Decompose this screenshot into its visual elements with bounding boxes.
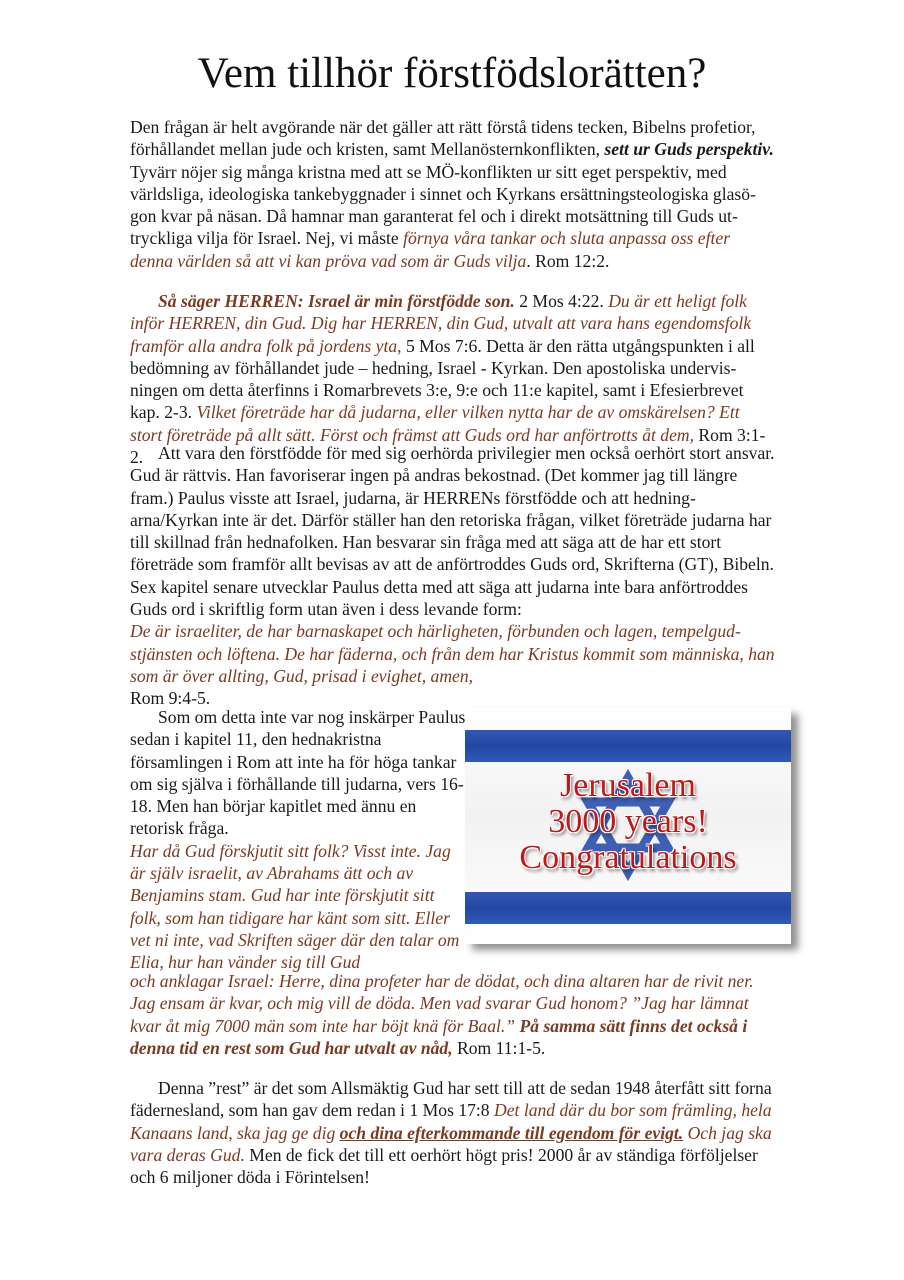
paragraph-privileges (130, 442, 776, 710)
image-caption-line3: Congratulations (519, 839, 737, 876)
paragraph-remnant-quote (130, 970, 776, 1059)
reference: 2 Mos 4:22. (514, 291, 609, 311)
quote-underlined: och dina efterkommande till egendom för evigt. (339, 1122, 684, 1143)
text: 5 Mos 7:6. Detta är den rätta utgångspunkten i all bedömning av förhållandet jude – hedning, Israel - Kyrkan. Den apostoliska undervisningen om detta återfinns i Romarbrevets 3:e, 9:e och 11:e kapitel, samt i Efesierbrevet kap. 2-3. (130, 335, 755, 423)
text: Denna ”rest” är det som Allsmäktig Gud har sett till att de sedan 1948 återfått sitt forna fädernesland, som han gav dem redan i 1 Mos 17:8 (130, 1078, 772, 1121)
quote-bold: Så säger HERREN: Israel är min förstfödde son. (158, 291, 515, 311)
text: Den frågan är helt avgörande när det gäller att rätt förstå tidens tecken, Bibelns profetior, förhållandet mellan jude och kristen, samt Mellanösternkonflikten, (130, 117, 756, 160)
quote: De är israeliter, de har barnaskapet och härligheten, förbunden och lagen, tempelgudstjänsten och löftena. De har fäderna, och från dem har Kristus kommit som människa, han som är över allting, Gud, prisad i evighet, amen, (130, 621, 775, 686)
israel-flag-image (465, 708, 791, 944)
reference: . Rom 12:2. (526, 250, 610, 271)
reference: Rom 11:1-5. (452, 1037, 546, 1058)
paragraph-remnant (130, 1077, 776, 1188)
quote: och anklagar Israel: Herre, dina profeter har de dödat, och dina altaren har de rivit ner. Jag ensam är kvar, och mig vill de döda. Men vad svarar Gud honom? ”Jag har lämnat kvar åt mig 7000 män som inte har böjt knä för Baal.” (130, 971, 754, 1036)
quote: Det land där du bor som främling, hela Kanaans land, ska jag ge dig (130, 1100, 772, 1143)
quote: förnya våra tankar och sluta anpassa oss efter denna världen så att vi kan pröva vad som är Guds vilja (130, 228, 731, 271)
reference: Rom 3:1-2. (130, 424, 766, 468)
emphasis: sett ur Guds perspektiv. (604, 139, 774, 160)
quote: Vilket företräde har då judarna, eller vilken nytta har de av omskärelsen? Ett stort företräde på allt sätt. Först och främst att Guds ord har anförtrotts åt dem, (130, 402, 740, 445)
quote: Du är ett heligt folk inför HERREN, din Gud. Dig har HERREN, din Gud, utvalt att vara hans egendomsfolk framför alla andra folk på jordens yta, (130, 291, 752, 356)
page-title: Vem tillhör förstfödslorätten? (197, 50, 707, 97)
text: Tyvärr nöjer sig många kristna med att se MÖ-konflikten ur sitt eget perspektiv, med världsliga, ideologiska tankebyggnader i sinnet och Kyrkans ersättningsteologiska glasögon kvar på näsan. Då hamnar man garanterat fel och i direkt motsättning till Guds uttryckliga vilja för Israel. Nej, vi måste (130, 161, 756, 249)
image-caption-line2: 3000 years! (548, 803, 708, 840)
paragraph-intro (130, 116, 776, 272)
quote: Och jag ska vara deras Gud. (130, 1122, 772, 1165)
quote: Har då Gud förskjutit sitt folk? Visst inte. Jag är själv israelit, av Abrahams ätt och av Benjamins stam. Gud har inte förskjutit sitt folk, som han tidigare har känt som sitt. Eller vet ni inte, vad Skriften säger där den talar om Elia, hur han vänder sig till Gud (130, 840, 460, 973)
text: Att vara den förstfödde för med sig oerhörda privilegier men också oerhört stort ansvar. Gud är rättvis. Han favoriserar ingen på andras bekostnad. (Det kommer jag till längre fram.) Paulus visste att Israel, judarna, är HERRENs förstfödde och att hedningarna/Kyrkan inte är det. Därför ställer han den retoriska frågan, vilket företräde judarna har till skillnad från hednafolken. Han besvarar sin fråga med att säga att de har ett stort företräde som framför allt bevisas av att de anförtroddes Guds ord, Skrifterna (GT), Bibeln. Sex kapitel senare utvecklar Paulus detta med att säga att judarna inte bara anförtroddes Guds ord i skriftlig form utan även i dess levande form: (130, 443, 775, 620)
paragraph-rhetorical (130, 706, 466, 974)
reference: Rom 9:4-5. (130, 688, 211, 709)
quote-bold: På samma sätt finns det också i denna tid en rest som Gud har utvalt av nåd, (130, 1015, 748, 1058)
text: Som om detta inte var nog inskärper Paulus sedan i kapitel 11, den hednakristna församlingen i Rom att inte ha för höga tankar om sig själva i förhållande till judarna, vers 16-18. Men han börjar kapitlet med ännu en retorisk fråga. (130, 707, 466, 839)
image-caption-line1: Jerusalem (560, 767, 696, 804)
text: Men de fick det till ett oerhört högt pris! 2000 år av ständiga förföljelser och 6 miljoner döda i Förintelsen! (130, 1144, 758, 1188)
